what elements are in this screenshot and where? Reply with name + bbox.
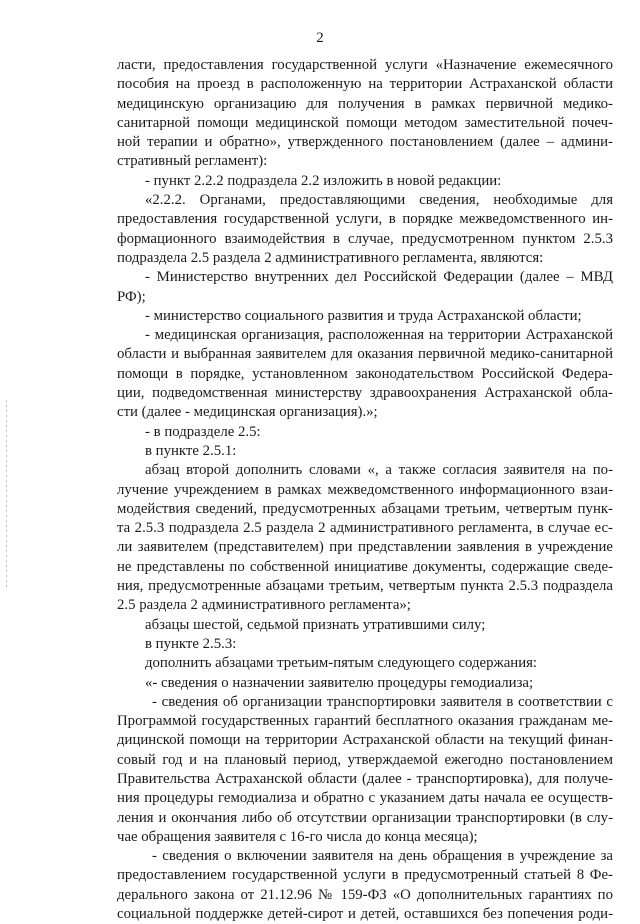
text-line: подраздела 2.5 раздела 2 административного регламента, являются: bbox=[117, 249, 544, 266]
text-line: Программой государственных гарантий бесплатного оказания гражданам ме- bbox=[117, 713, 613, 730]
text-line: лучение учреждением в рамках межведомственного информационного взаи- bbox=[117, 481, 613, 498]
text-line: - в подразделе 2.5: bbox=[145, 423, 261, 440]
document-body bbox=[117, 56, 613, 924]
text-line: - сведения о включении заявителя на день обращения в учреждение за bbox=[152, 848, 613, 865]
text-line: ласти, предоставления государственной услуги «Назначение ежемесячного bbox=[117, 57, 613, 73]
text-line: ции, подведомственная министерству здравоохранения Астраханской обла- bbox=[117, 385, 613, 402]
text-line: стративный регламент): bbox=[117, 153, 268, 170]
text-line: в пункте 2.5.1: bbox=[145, 442, 237, 459]
text-line: медицинскую организацию для получения в рамках первичной медико- bbox=[117, 95, 613, 112]
text-line: чае обращения заявителя с 16-го числа до конца месяца); bbox=[117, 828, 478, 845]
text-line: - пункт 2.2.2 подраздела 2.2 изложить в новой редакции: bbox=[145, 172, 502, 189]
text-line: та 2.5.3 подраздела 2.5 раздела 2 административного регламента, в случае ес- bbox=[117, 520, 613, 537]
text-line: ния процедуры гемодиализа и обратно с указанием даты начала ее осуществ- bbox=[117, 790, 613, 807]
text-line: «2.2.2. Органами, предоставляющими сведения, необходимые для bbox=[145, 192, 613, 209]
text-line: пособия на проезд в расположенную на территории Астраханской области bbox=[117, 76, 613, 93]
text-line: дицинской помощи на территории Астраханской области на текущий финан- bbox=[117, 732, 613, 749]
text-line: совый год и на плановый период, утверждаемой ежегодно постановлением bbox=[117, 751, 613, 768]
text-line: модействия сведений, предусмотренных абзацами третьим, четвертым пунк- bbox=[117, 500, 613, 517]
text-line: абзац второй дополнить словами «, а также согласия заявителя на по- bbox=[145, 462, 613, 479]
text-line: предоставлением государственной услуги в предусмотренный статьей 8 Фе- bbox=[117, 867, 613, 884]
text-line: санитарной помощи медицинской помощи методом заместительной почеч- bbox=[117, 114, 613, 131]
text-line: - сведения об организации транспортировки заявителя в соответствии с bbox=[152, 693, 613, 710]
text-line: сти (далее - медицинская организация).»; bbox=[117, 404, 378, 421]
text-line: ной терапии и обратно», утвержденного постановлением (далее – админи- bbox=[117, 134, 613, 151]
text-line: РФ); bbox=[117, 288, 146, 305]
text-line: 2.5 раздела 2 административного регламента»; bbox=[117, 597, 411, 614]
text-line: помощи в порядке, установленном законодательством Российской Федера- bbox=[117, 365, 613, 382]
text-line: ния, предусмотренные абзацами третьим, четвертым пункта 2.5.3 подраздела bbox=[117, 578, 613, 595]
text-line: ли заявителем (представителем) при представлении заявления в учреждение bbox=[117, 539, 613, 556]
page-number: 2 bbox=[316, 30, 324, 46]
text-line: дополнить абзацами третьим-пятым следующего содержания: bbox=[145, 655, 538, 672]
margin-mark bbox=[6, 400, 7, 590]
text-line: абзацы шестой, седьмой признать утратившими силу; bbox=[145, 616, 486, 633]
text-line: - Министерство внутренних дел Российской Федерации (далее – МВД bbox=[145, 269, 613, 286]
text-line: в пункте 2.5.3: bbox=[145, 635, 237, 652]
text-line: предоставления государственной услуги, в порядке межведомственного ин- bbox=[117, 211, 613, 228]
text-line: ления и окончания либо об отсутствии организации транспортировки (в слу- bbox=[117, 809, 613, 826]
text-line: Правительства Астраханской области (далее - транспортировка), для получе- bbox=[117, 770, 613, 787]
text-line: - министерство социального развития и труда Астраханской области; bbox=[145, 307, 582, 324]
text-line: не представлены по собственной инициативе документы, содержащие сведе- bbox=[117, 558, 613, 575]
text-line: формационного взаимодействия в случае, предусмотренном пунктом 2.5.3 bbox=[117, 230, 613, 247]
text-line: социальной поддержке детей-сирот и детей, оставшихся без попечения роди- bbox=[117, 906, 613, 923]
text-line: области и выбранная заявителем для оказания первичной медико-санитарной bbox=[117, 346, 613, 363]
text-line: «- сведения о назначении заявителю процедуры гемодиализа; bbox=[145, 674, 534, 691]
text-line: дерального закона от 21.12.96 № 159-ФЗ «О дополнительных гарантиях по bbox=[117, 886, 613, 903]
text-line: - медицинская организация, расположенная на территории Астраханской bbox=[145, 327, 613, 344]
